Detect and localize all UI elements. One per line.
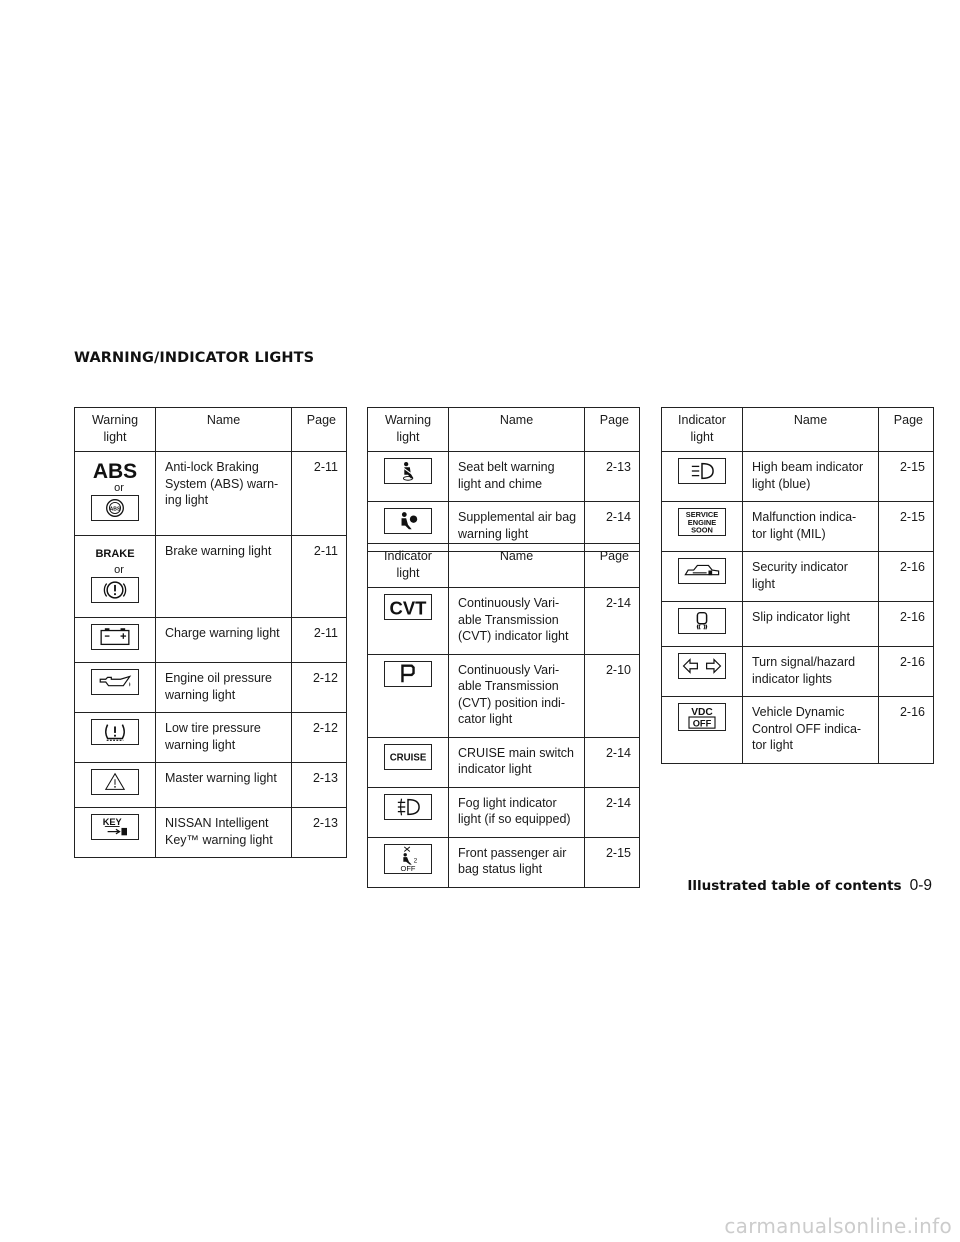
table-row <box>368 837 640 887</box>
row-page: 2-14 <box>585 737 640 787</box>
header-name: Name <box>449 408 585 452</box>
row-page: 2-13 <box>292 763 347 808</box>
brake-icon <box>91 542 139 564</box>
brake-icon-text: BRAKE <box>95 548 135 560</box>
row-name: Anti-lock Braking System (ABS) warn- ing light <box>156 452 292 536</box>
soon-text: SOON <box>691 525 713 535</box>
abs-circle-icon-text: ABS <box>109 506 121 513</box>
table-row <box>368 588 640 655</box>
row-page: 2-11 <box>292 618 347 663</box>
row-name: Turn signal/hazard indicator lights <box>743 647 879 697</box>
row-name: Vehicle Dynamic Control OFF indica- tor light <box>743 697 879 764</box>
table-header-row <box>662 408 934 452</box>
seat-belt-icon <box>384 458 432 484</box>
row-name: Slip indicator light <box>743 602 879 647</box>
service-text: SERVICE <box>685 509 719 519</box>
table-row <box>662 697 934 764</box>
indicator-lights-table-2 <box>661 407 934 764</box>
table-row <box>75 618 347 663</box>
cruise-icon <box>384 744 432 770</box>
header-indicator-light: Indicator light <box>368 544 449 588</box>
header-name: Name <box>743 408 879 452</box>
slip-indicator-icon <box>678 608 726 634</box>
row-name: Charge warning light <box>156 618 292 663</box>
table-row <box>75 763 347 808</box>
table-header-row <box>368 408 640 452</box>
or-label: or <box>114 482 124 494</box>
table-row <box>662 602 934 647</box>
table-header-row <box>75 408 347 452</box>
row-name: Front passenger air bag status light <box>449 837 585 887</box>
row-page: 2-14 <box>585 787 640 837</box>
engine-text: ENGINE <box>687 517 717 527</box>
warning-lights-table-2 <box>367 407 640 552</box>
header-page: Page <box>879 408 934 452</box>
table-row <box>75 452 347 536</box>
header-indicator-light: Indicator light <box>662 408 743 452</box>
turn-signal-icon <box>678 653 726 679</box>
table-row <box>662 552 934 602</box>
warning-lights-table <box>74 407 347 858</box>
row-page: 2-14 <box>585 502 640 552</box>
fog-light-icon <box>384 794 432 820</box>
key-icon <box>91 814 139 840</box>
service-engine-soon-icon <box>678 508 726 536</box>
row-name: Brake warning light <box>156 536 292 618</box>
row-name: Fog light indicator light (if so equipped) <box>449 787 585 837</box>
row-name: Malfunction indica- tor light (MIL) <box>743 502 879 552</box>
cvt-position-p-icon <box>384 661 432 687</box>
passenger-airbag-off-text: OFF <box>400 863 416 873</box>
table-header-row <box>368 544 640 588</box>
vdc-text: VDC <box>691 707 713 719</box>
row-name: CRUISE main switch indicator light <box>449 737 585 787</box>
brake-circle-icon <box>91 577 139 603</box>
header-name: Name <box>449 544 585 588</box>
passenger-airbag-off-icon <box>384 844 432 874</box>
section-title: WARNING/INDICATOR LIGHTS <box>74 350 315 366</box>
header-page: Page <box>292 408 347 452</box>
row-page: 2-13 <box>585 452 640 502</box>
page-footer <box>687 877 932 895</box>
table-row <box>75 808 347 858</box>
footer-page-number: 0-9 <box>909 877 932 894</box>
row-page: 2-15 <box>879 452 934 502</box>
header-name: Name <box>156 408 292 452</box>
security-car-icon <box>678 558 726 584</box>
header-page: Page <box>585 544 640 588</box>
or-label: or <box>114 564 124 576</box>
row-name: Low tire pressure warning light <box>156 713 292 763</box>
row-name: Master warning light <box>156 763 292 808</box>
table-row <box>368 787 640 837</box>
row-page: 2-15 <box>585 837 640 887</box>
row-name: Continuously Vari- able Transmission (CVT) indicator light <box>449 588 585 655</box>
row-page: 2-14 <box>585 588 640 655</box>
header-warning-light: Warning light <box>368 408 449 452</box>
indicator-lights-table <box>367 543 640 888</box>
cruise-icon-text: CRUISE <box>389 752 427 764</box>
row-page: 2-16 <box>879 552 934 602</box>
table-row <box>662 647 934 697</box>
cvt-icon-text: CVT <box>389 597 427 619</box>
header-warning-light: Warning light <box>75 408 156 452</box>
abs-circle-icon <box>91 495 139 521</box>
row-name: NISSAN Intelligent Key™ warning light <box>156 808 292 858</box>
tire-pressure-icon <box>91 719 139 745</box>
row-page: 2-16 <box>879 647 934 697</box>
svg-text:2: 2 <box>413 857 418 865</box>
row-page: 2-15 <box>879 502 934 552</box>
table-row <box>662 452 934 502</box>
vdc-off-text: OFF <box>692 718 712 729</box>
row-name: Continuously Vari- able Transmission (CVT) position indi- cator light <box>449 654 585 737</box>
cvt-icon <box>384 594 432 620</box>
table-row <box>75 536 347 618</box>
vdc-off-icon <box>678 703 726 731</box>
row-page: 2-10 <box>585 654 640 737</box>
row-page: 2-16 <box>879 697 934 764</box>
row-page: 2-13 <box>292 808 347 858</box>
table-row <box>368 737 640 787</box>
table-row <box>368 654 640 737</box>
row-page: 2-16 <box>879 602 934 647</box>
abs-icon-text: ABS <box>92 460 138 482</box>
master-warning-icon <box>91 769 139 795</box>
table-row <box>368 452 640 502</box>
footer-title: Illustrated table of contents <box>687 878 902 894</box>
watermark: carmanualsonline.info <box>724 1214 952 1238</box>
row-name: Seat belt warning light and chime <box>449 452 585 502</box>
key-icon-text: KEY <box>102 817 122 828</box>
row-page: 2-11 <box>292 536 347 618</box>
row-name: Security indicator light <box>743 552 879 602</box>
row-page: 2-11 <box>292 452 347 536</box>
row-page: 2-12 <box>292 663 347 713</box>
airbag-icon <box>384 508 432 534</box>
high-beam-icon <box>678 458 726 484</box>
table-row <box>662 502 934 552</box>
row-page: 2-12 <box>292 713 347 763</box>
battery-icon <box>91 624 139 650</box>
table-row <box>75 713 347 763</box>
header-page: Page <box>585 408 640 452</box>
abs-icon <box>91 458 139 482</box>
row-name: Engine oil pressure warning light <box>156 663 292 713</box>
row-name: High beam indicator light (blue) <box>743 452 879 502</box>
oil-can-icon <box>91 669 139 695</box>
table-row <box>75 663 347 713</box>
row-name: Supplemental air bag warning light <box>449 502 585 552</box>
